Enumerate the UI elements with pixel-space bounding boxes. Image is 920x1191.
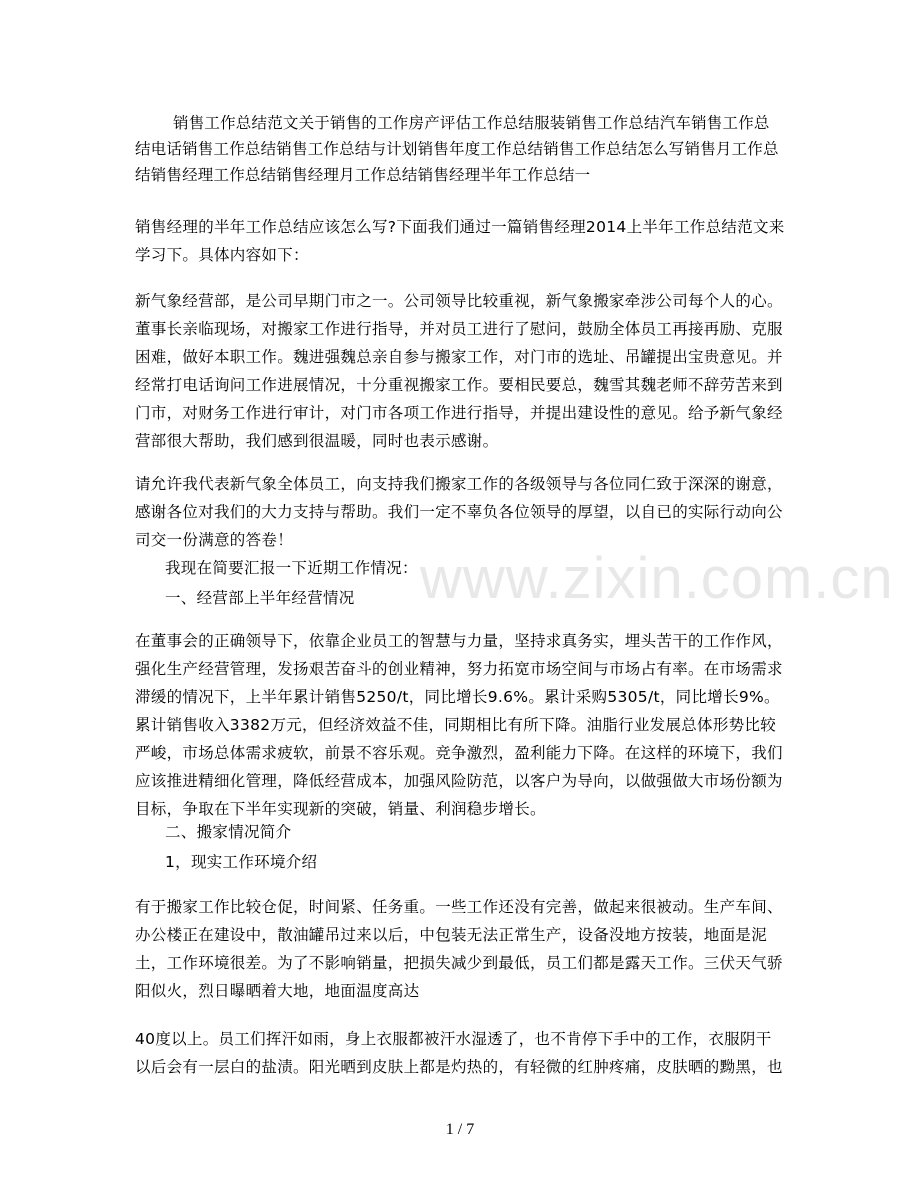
section-heading-1: 一、经营部上半年经营情况 — [165, 589, 355, 607]
paragraph-5: 40度以上。员工们挥汗如雨，身上衣服都被汗水湿透了，也不肯停下手中的工作，衣服阴干以后会有一层白的盐渍。阳光晒到皮肤上都是灼热的，有轻微的红肿疼痛，皮肤晒的黝黑，也 — [135, 1030, 783, 1076]
subsection-heading-1: 1，现实工作环境介绍 — [165, 853, 318, 871]
report-line: 我现在简要汇报一下近期工作情况： — [165, 559, 418, 577]
section-heading-2: 二、搬家情况简介 — [165, 823, 292, 841]
document-title: 销售工作总结范文关于销售的工作房产评估工作总结服装销售工作总结汽车销售工作总结电话销售工作总结销售工作总结与计划销售年度工作总结销售工作总结怎么写销售月工作总结销售经理工作总结销售经理月工作总结销售经理半年工作总结一 — [135, 114, 779, 184]
paragraph-2: 请允许我代表新气象全体员工，向支持我们搬家工作的各级领导与各位同仁致于深深的谢意，感谢各位对我们的大力支持与帮助。我们一定不辜负各位领导的厚望，以自已的实际行动向公司交一份满意的答卷！ — [135, 475, 783, 549]
paragraph-3: 在董事会的正确领导下，依靠企业员工的智慧与力量，坚持求真务实，埋头苦干的工作作风，强化生产经营管理，发扬艰苦奋斗的创业精神，努力拓宽市场空间与市场占有率。在市场需求滞缓的情况下，上半年累计销售5250/t，同比增长9.6%。累计采购5305/t，同比增长9%。累计销售收入3382万元，但经济效益不佳，同期相比有所下降。油脂行业发展总体形势比较严峻，市场总体需求疲软，前景不容乐观。竞争激烈，盈利能力下降。在这样的环境下，我们应该推进精细化管理，降低经营成本，加强风险防范，以客户为导向，以做强做大市场份额为目标，争取在下半年实现新的突破，销量、利润稳步增长。 — [135, 632, 783, 818]
watermark: www.zixin.com.cn — [420, 546, 894, 611]
intro-paragraph: 销售经理的半年工作总结应该怎么写?下面我们通过一篇销售经理2014上半年工作总结范文来学习下。具体内容如下： — [135, 218, 785, 264]
paragraph-1: 新气象经营部，是公司早期门市之一。公司领导比较重视，新气象搬家牵涉公司每个人的心。董事长亲临现场，对搬家工作进行指导，并对员工进行了慰问，鼓励全体员工再接再励、克服困难，做好本职工作。魏进强魏总亲自参与搬家工作，对门市的选址、吊罐提出宝贵意见。并经常打电话询问工作进展情况，十分重视搬家工作。要相民要总，魏雪其魏老师不辞劳苦来到门市，对财务工作进行审计，对门市各项工作进行指导，并提出建设性的意见。给予新气象经营部很大帮助，我们感到很温暖，同时也表示感谢。 — [135, 292, 783, 450]
paragraph-4: 有于搬家工作比较仓促，时间紧、任务重。一些工作还没有完善，做起来很被动。生产车间、办公楼正在建设中，散油罐吊过来以后，中包装无法正常生产，设备没地方按装，地面是泥土，工作环境很差。为了不影响销量，把损失减少到最低，员工们都是露天工作。三伏天气骄阳似火，烈日曝晒着大地，地面温度高达 — [135, 898, 783, 1000]
page-number: 1 / 7 — [445, 1121, 475, 1138]
